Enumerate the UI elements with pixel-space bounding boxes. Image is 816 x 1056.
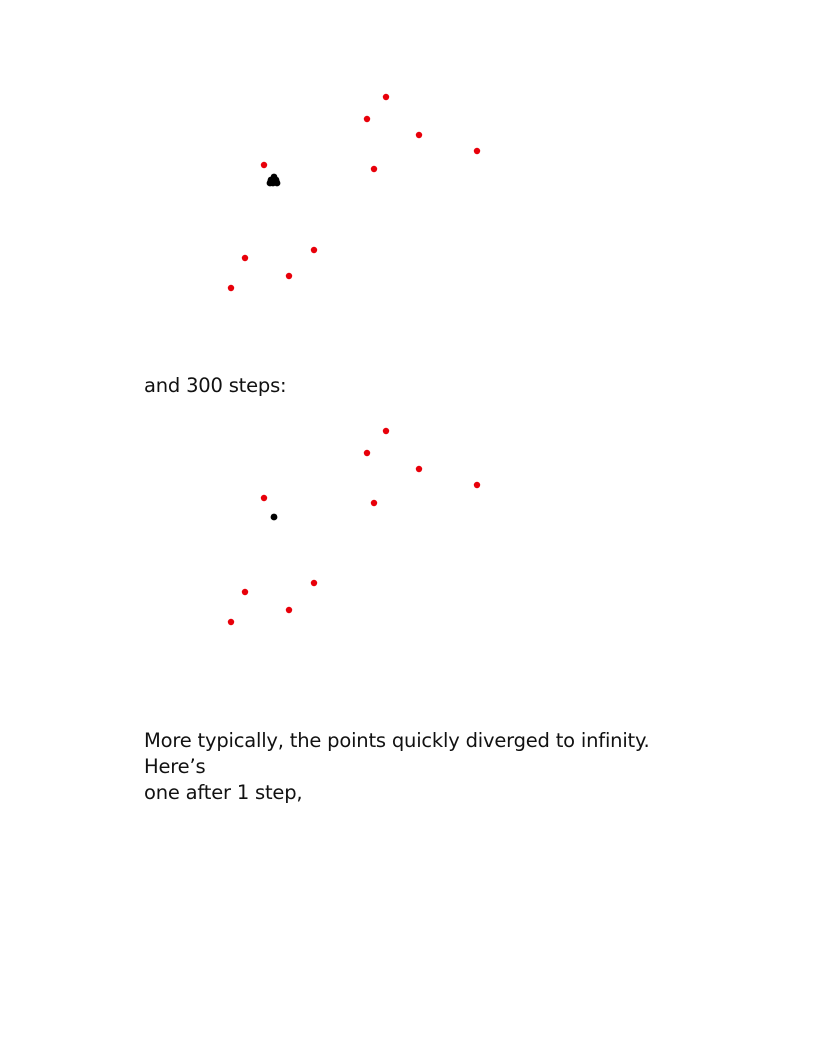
red-point: [383, 428, 389, 434]
red-point: [311, 580, 317, 586]
paragraph-diverge-line2: one after 1 step,: [144, 781, 303, 804]
paragraph-diverge: [144, 728, 704, 806]
red-point: [286, 607, 292, 613]
red-point: [228, 619, 234, 625]
red-point: [261, 495, 267, 501]
red-point: [364, 450, 370, 456]
black-point: [271, 514, 278, 521]
red-point: [371, 500, 377, 506]
red-point: [474, 482, 480, 488]
red-point: [242, 589, 248, 595]
red-point: [416, 466, 422, 472]
paragraph-diverge-line1: More typically, the points quickly diverged to infinity. Here’s: [144, 729, 650, 778]
caption-300-steps: and 300 steps:: [144, 374, 287, 397]
